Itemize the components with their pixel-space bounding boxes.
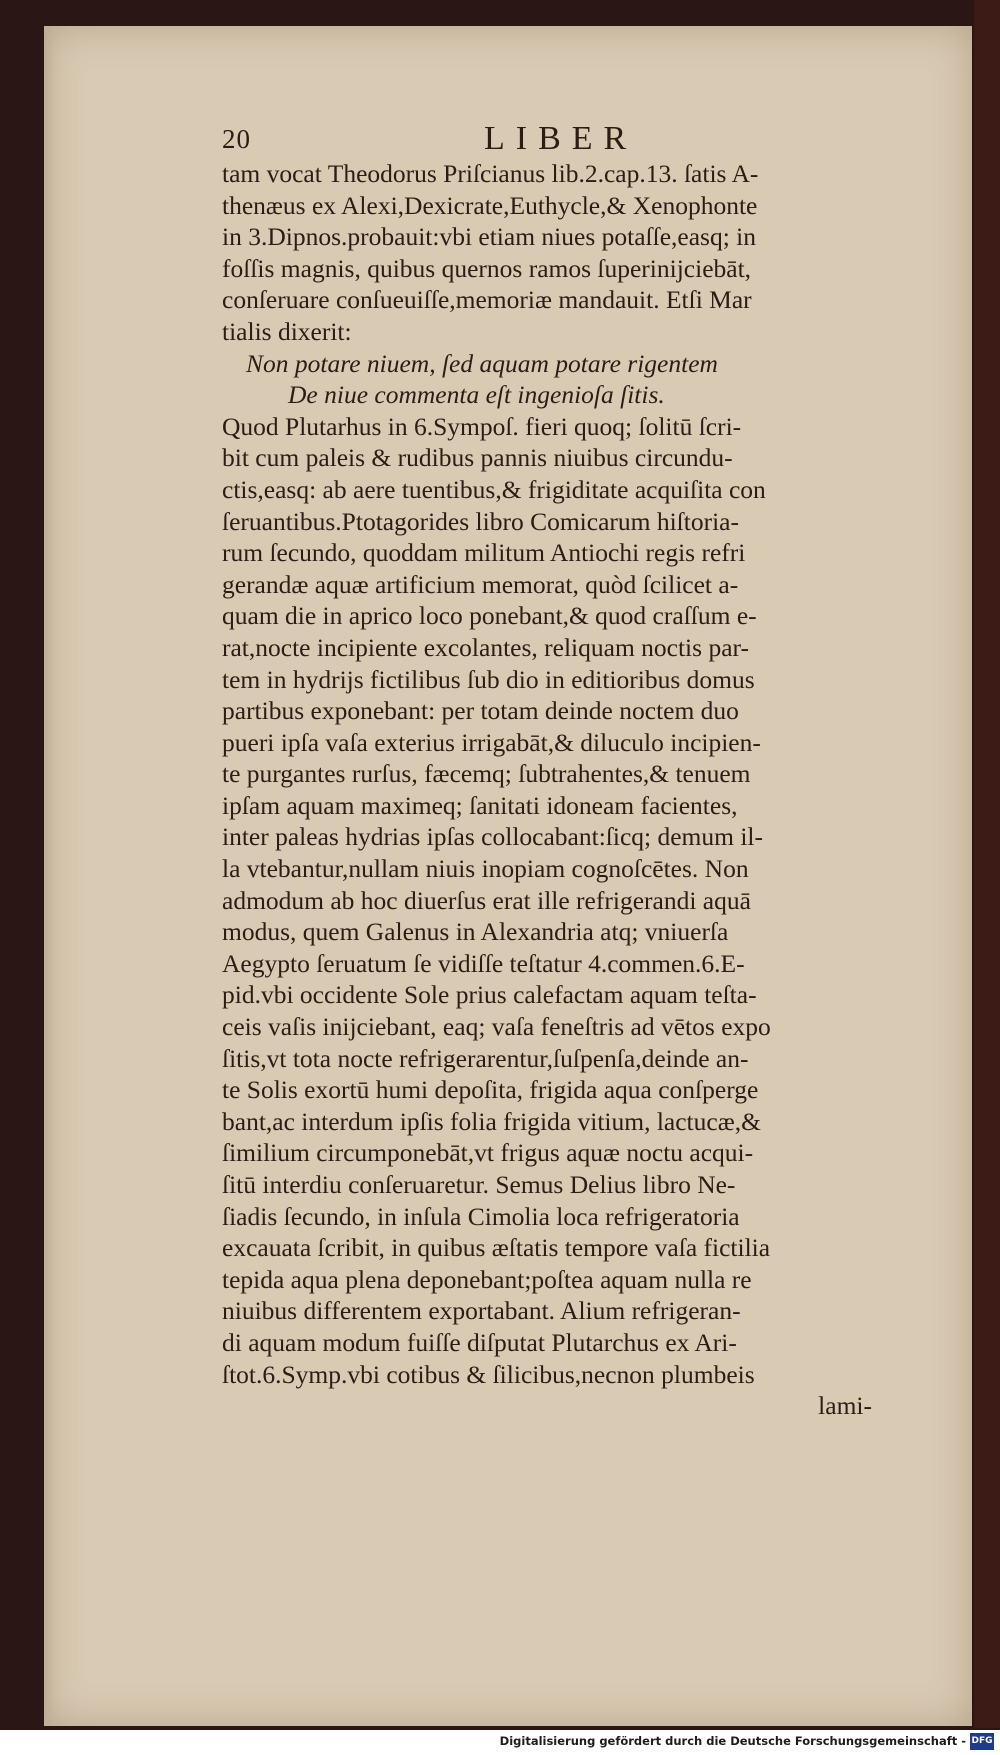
text-line: ceis vaſis inijciebant, eaq; vaſa feneſtris ad vētos expo (222, 1012, 771, 1042)
text-line: tem in hydrijs fictilibus ſub dio in editioribus domus (222, 664, 755, 694)
running-head: LIBER (484, 120, 638, 157)
text-line: tam vocat Theodorus Priſcianus lib.2.cap.13. ſatis A- (222, 159, 759, 188)
page-header (222, 120, 872, 160)
funding-credit: Digitalisierung gefördert durch die Deutsche Forschungsgemeinschaft - (499, 1734, 966, 1748)
text-line: gerandæ aquæ artificium memorat, quòd ſcilicet a- (222, 569, 739, 599)
footer-bar (0, 1730, 1000, 1755)
text-line: tepida aqua plena deponebant;poſtea aquam nulla re (222, 1264, 752, 1294)
text-line: pueri ipſa vaſa exterius irrigabāt,& diluculo incipien- (222, 727, 761, 757)
text-line: conſeruare conſueuiſſe,memoriæ mandauit. Etſi Mar (222, 285, 752, 315)
text-line: ſtot.6.Symp.vbi cotibus & ſilicibus,necnon plumbeis (222, 1359, 755, 1389)
text-line: Quod Plutarhus in 6.Sympoſ. fieri quoq; ſolitū ſcri- (222, 411, 742, 441)
text-line: rum ſecundo, quoddam militum Antiochi regis refri (222, 538, 746, 568)
text-line: thenæus ex Alexi,Dexicrate,Euthycle,& Xenophonte (222, 190, 758, 220)
text-line: admodum ab hoc diuerſus erat ille refrigerandi aquā (222, 885, 751, 915)
verse-line: De niue commenta eſt ingenioſa ſitis. (288, 380, 665, 410)
text-line: ſiadis ſecundo, in inſula Cimolia loca refrigeratoria (222, 1201, 740, 1231)
text-line: Aegypto ſeruatum ſe vidiſſe teſtatur 4.commen.6.E- (222, 948, 745, 978)
text-line: te Solis exortū humi depoſita, frigida aqua conſperge (222, 1075, 759, 1105)
text-line: partibus exponebant: per totam deinde noctem duo (222, 696, 739, 726)
text-line: rat,nocte incipiente excolantes, reliquam noctis par- (222, 632, 749, 662)
text-line: inter paleas hydrias ipſas collocabant:ſicq; demum il- (222, 822, 764, 852)
text-line: ſitū interdiu conſeruaretur. Semus Delius libro Ne- (222, 1170, 736, 1199)
scan-edge (974, 0, 1000, 1728)
catchword: lami- (818, 1391, 872, 1421)
text-line: di aquam modum fuiſſe diſputat Plutarchus ex Ari- (222, 1327, 737, 1357)
text-line: ſeruantibus.Ptotagorides libro Comicarum hiſtoria- (222, 506, 739, 536)
text-line: te purgantes rurſus, fæcemq; ſubtrahentes,& tenuem (222, 759, 751, 789)
text-line: niuibus differentem exportabant. Alium refrigeran- (222, 1296, 741, 1326)
text-line: la vtebantur,nullam niuis inopiam cognoſcētes. Non (222, 854, 749, 884)
text-line: ipſam aquam maximeq; ſanitati idoneam facientes, (222, 790, 738, 820)
text-line: excauata ſcribit, in quibus æſtatis tempore vaſa fictilia (222, 1233, 771, 1263)
text-line: pid.vbi occidente Sole prius calefactam aquam teſta- (222, 980, 757, 1010)
text-line: quam die in aprico loco ponebant,& quod craſſum e- (222, 601, 757, 631)
text-line: ſitis,vt tota nocte refrigerarentur,ſuſpenſa,deinde an- (222, 1043, 749, 1073)
text-line: ctis,easq: ab aere tuentibus,& frigiditate acquiſita con (222, 474, 766, 504)
body-text (222, 158, 882, 1422)
text-line: tialis dixerit: (222, 316, 352, 346)
verse-line: Non potare niuem, ſed aquam potare rigentem (246, 348, 718, 378)
text-line: bit cum paleis & rudibus pannis niuibus circundu- (222, 443, 733, 473)
page-number: 20 (222, 124, 251, 154)
text-line: in 3.Dipnos.probauit:vbi etiam niues potaſſe,easq; in (222, 222, 756, 252)
text-line: bant,ac interdum ipſis folia frigida vitium, lactucæ,& (222, 1106, 761, 1136)
text-line: foſſis magnis, quibus quernos ramos ſuperinijciebāt, (222, 253, 752, 283)
text-line: modus, quem Galenus in Alexandria atq; vniuerſa (222, 917, 729, 947)
text-line: ſimilium circumponebāt,vt frigus aquæ noctu acqui- (222, 1138, 754, 1168)
dfg-logo-icon: DFG (970, 1733, 994, 1750)
